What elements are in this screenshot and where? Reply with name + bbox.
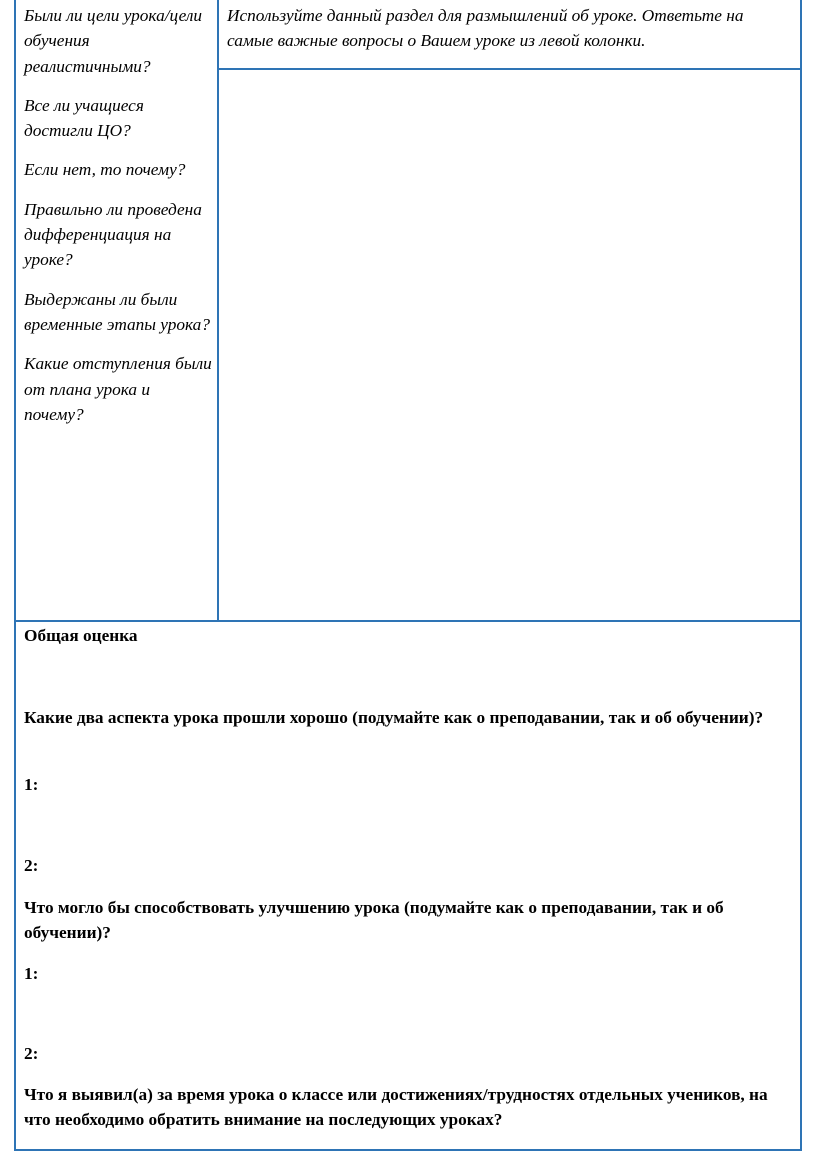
question-if-not-why: Если нет, то почему? <box>24 160 186 180</box>
question-improvement: Что могло бы способствовать улучшению урока (подумайте как о преподавании, так и об обучении)? <box>24 898 724 943</box>
question-class-insights: Что я выявил(а) за время урока о классе или достижениях/трудностях отдельных учеников, на что необходимо обратить внимание на последующих уроках? <box>24 1085 768 1130</box>
went-well-item-2: 2: <box>24 856 39 875</box>
question-plan-deviations: Какие отступления были от плана урока и почему? <box>24 354 212 424</box>
left-questions-cell <box>24 3 212 441</box>
went-well-item-1: 1: <box>24 775 39 794</box>
improvement-item-1: 1: <box>24 964 39 983</box>
overall-title: Общая оценка <box>24 626 138 645</box>
column-divider <box>217 0 219 622</box>
right-header-divider <box>217 68 802 70</box>
question-all-students-achieved: Все ли учащиеся достигли ЦО? <box>24 95 144 141</box>
improvement-item-2: 2: <box>24 1044 39 1063</box>
question-goals-realistic: Были ли цели урока/цели обучения реалистичными? <box>24 6 203 76</box>
section-divider <box>14 620 802 622</box>
reflection-instructions: Используйте данный раздел для размышлений об уроке. Ответьте на самые важные вопросы о Вашем уроке из левой колонки. <box>227 6 744 51</box>
question-went-well: Какие два аспекта урока прошли хорошо (подумайте как о преподавании, так и об обучении)? <box>24 708 764 727</box>
question-time-stages: Выдержаны ли были временные этапы урока? <box>24 289 210 334</box>
question-differentiation: Правильно ли проведена дифференциация на уроке? <box>24 199 202 270</box>
